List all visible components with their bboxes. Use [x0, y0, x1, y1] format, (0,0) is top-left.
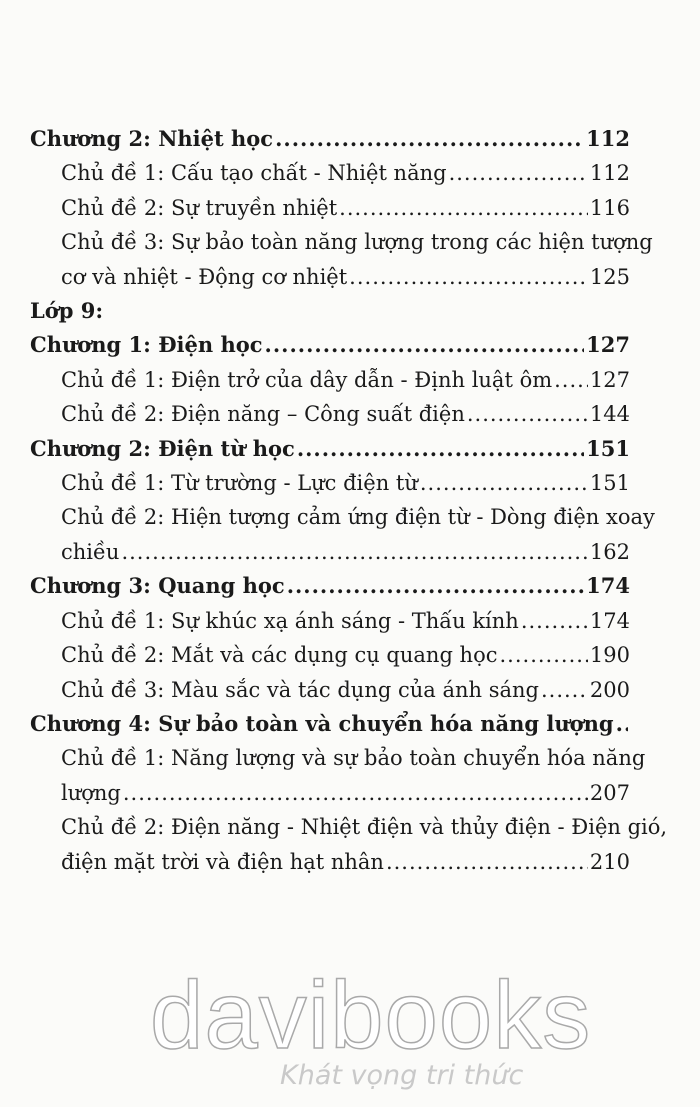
- toc-page-number: 151: [589, 471, 630, 496]
- toc-page-number: 210: [589, 849, 630, 874]
- dot-leader: [500, 638, 588, 672]
- dot-leader: [265, 328, 585, 362]
- toc-heading: [30, 294, 630, 328]
- toc-topic: [61, 500, 655, 569]
- dot-leader: [616, 707, 628, 741]
- watermark-tagline: Khát vọng tri thức: [280, 1060, 524, 1091]
- toc-topic: [61, 466, 630, 500]
- dot-leader: [287, 569, 584, 603]
- dot-leader: [297, 432, 584, 466]
- toc-chapter: [30, 122, 630, 156]
- toc-entry-title: Chủ đề 2: Sự truyền nhiệt: [61, 195, 338, 220]
- toc-entry-title: Chủ đề 2: Mắt và các dụng cụ quang học: [61, 643, 498, 668]
- toc-entry-title-line1: Chủ đề 1: Năng lượng và sự bảo toàn chuyển hóa năng: [61, 746, 646, 771]
- toc-entry-title: Chương 2: Nhiệt học: [30, 126, 274, 151]
- dot-leader: [386, 845, 588, 879]
- toc-page-number: 144: [589, 402, 630, 427]
- toc-entry-title: Chương 1: Điện học: [30, 332, 263, 358]
- dot-leader: [541, 673, 588, 707]
- toc-entry-title-line1: Chủ đề 2: Hiện tượng cảm ứng điện từ - Dòng điện xoay: [61, 505, 655, 530]
- toc-page-number: 116: [589, 195, 630, 220]
- dot-leader: [121, 535, 587, 569]
- dot-leader: [554, 363, 588, 397]
- toc-page-number: 112: [589, 161, 630, 186]
- toc-chapter: [30, 328, 630, 362]
- toc-chapter: [30, 707, 630, 741]
- toc-entry-title: Chủ đề 1: Từ trường - Lực điện từ: [61, 471, 418, 496]
- toc-page-number: 127: [586, 332, 630, 358]
- toc-entry-title: Chủ đề 3: Màu sắc và tác dụng của ánh sáng: [61, 677, 539, 702]
- toc-entry-title: cơ và nhiệt - Động cơ nhiệt: [61, 264, 348, 289]
- toc-entry-title: Chủ đề 2: Điện năng – Công suất điện: [61, 402, 465, 427]
- toc-entry-title: Chủ đề 1: Sự khúc xạ ánh sáng - Thấu kính: [61, 608, 519, 633]
- dot-leader: [349, 260, 588, 294]
- table-of-contents: [30, 122, 668, 879]
- toc-page-number: 207: [589, 780, 630, 805]
- toc-topic: [61, 604, 630, 638]
- toc-page-number: 174: [586, 573, 630, 599]
- toc-entry-title: Chương 2: Điện từ học: [30, 435, 295, 461]
- toc-page-number: 190: [589, 643, 630, 668]
- toc-page-number: 125: [589, 264, 630, 289]
- toc-topic: [61, 156, 630, 190]
- toc-page-number: 162: [589, 539, 630, 564]
- dot-leader: [339, 191, 588, 225]
- watermark-logo: davibooks: [150, 962, 592, 1069]
- dot-leader: [521, 604, 588, 638]
- toc-entry-title-line1: Chủ đề 2: Điện năng - Nhiệt điện và thủy điện - Điện gió,: [61, 815, 668, 840]
- toc-page-number: 127: [589, 367, 630, 392]
- toc-entry-title: điện mặt trời và điện hạt nhân: [61, 849, 384, 874]
- toc-page-number: 151: [586, 435, 630, 461]
- toc-topic: [61, 741, 646, 810]
- toc-topic: [61, 810, 668, 879]
- toc-entry-title-line1: Chủ đề 3: Sự bảo toàn năng lượng trong các hiện tượng: [61, 230, 653, 255]
- toc-page-number: 174: [589, 608, 630, 633]
- toc-chapter: [30, 432, 630, 466]
- toc-topic: [61, 638, 630, 672]
- toc-entry-title: Chương 4: Sự bảo toàn và chuyển hóa năng lượng: [30, 710, 614, 736]
- toc-entry-title: Chương 3: Quang học: [30, 573, 285, 599]
- toc-topic: [61, 363, 630, 397]
- watermark: [150, 962, 592, 1091]
- dot-leader: [123, 776, 588, 810]
- toc-entry-title: Lớp 9:: [30, 298, 104, 324]
- toc-chapter: [30, 569, 630, 603]
- toc-entry-title: lượng: [61, 780, 121, 805]
- toc-topic: [61, 673, 630, 707]
- toc-page-number: 112: [586, 126, 630, 151]
- dot-leader: [467, 397, 588, 431]
- toc-topic: [61, 225, 653, 294]
- dot-leader: [449, 156, 588, 190]
- toc-entry-title: Chủ đề 1: Điện trở của dây dẫn - Định luật ôm: [61, 367, 553, 392]
- toc-entry-title: chiều: [61, 539, 120, 564]
- toc-entry-title: Chủ đề 1: Cấu tạo chất - Nhiệt năng: [61, 161, 447, 186]
- toc-topic: [61, 191, 630, 225]
- dot-leader: [275, 122, 584, 156]
- dot-leader: [420, 466, 588, 500]
- toc-page-number: 200: [589, 677, 630, 702]
- toc-topic: [61, 397, 630, 431]
